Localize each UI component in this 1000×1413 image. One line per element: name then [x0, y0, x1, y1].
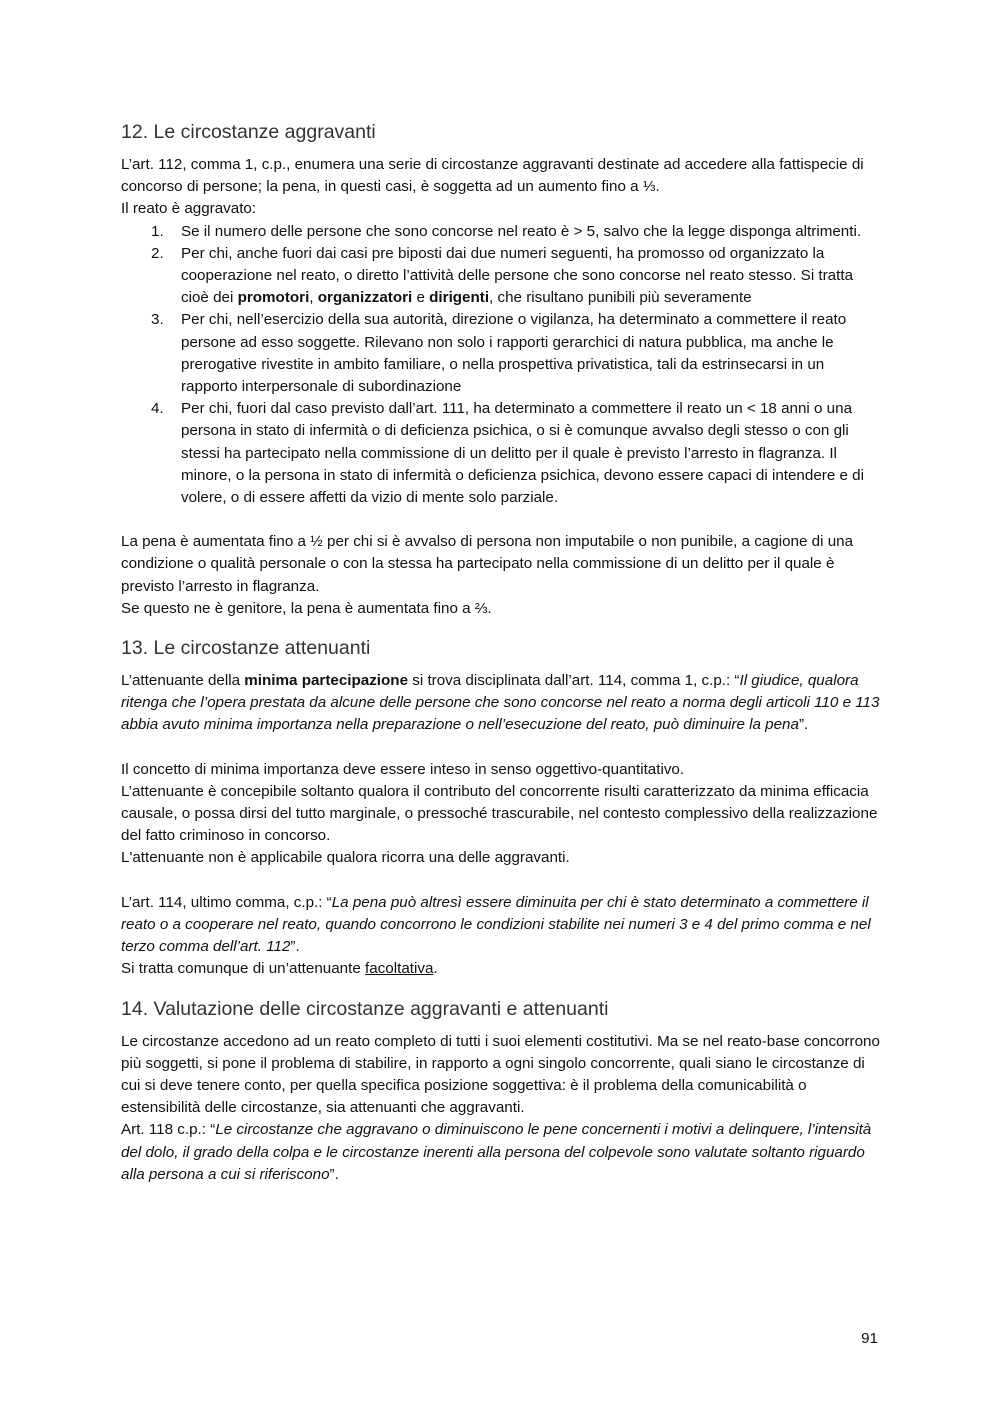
text-run: Art. 118 c.p.: “ — [121, 1121, 216, 1139]
list-item-number: 4. — [151, 400, 164, 418]
list-item-number: 1. — [151, 222, 164, 240]
text-run: ”. — [329, 1165, 339, 1183]
bold-term-organizzatori: organizzatori — [317, 289, 413, 307]
aggravating-list — [121, 221, 881, 510]
section-13-paragraph-6 — [121, 958, 881, 980]
document-page — [121, 118, 881, 1186]
section-12-paragraph-4: Se questo ne è genitore, la pena è aumentata fino a ⅔. — [121, 599, 492, 617]
section-12-paragraph-1: L’art. 112, comma 1, c.p., enumera una serie di circostanze aggravanti destinate ad accedere alla fattispecie di concorso di persone; la pena, in questi casi, è soggetta ad un aumento fino a ⅓. — [121, 156, 864, 196]
list-item — [121, 309, 881, 398]
bold-term-minima-partecipazione: minima partecipazione — [244, 672, 409, 690]
section-13-paragraph-4: L'attenuante non è applicabile qualora ricorra una delle aggravanti. — [121, 849, 570, 867]
quote-art-114-ultimo-comma: La pena può altresì essere diminuita per chi è stato determinato a commettere il reato o a cooperare nel reato, quando concorrono le condizioni stabilite nei numeri 3 e 4 del primo comma e nel terzo comma dell’art. 112 — [121, 893, 871, 956]
text-run: Si tratta comunque di un’attenuante — [121, 960, 366, 978]
page-number: 91 — [861, 1330, 878, 1347]
list-item — [121, 243, 881, 310]
text-run: . — [433, 960, 438, 978]
section-13-heading: 13. Le circostanze attenuanti — [121, 637, 371, 660]
list-item-text: Per chi, nell’esercizio della sua autorità, direzione o vigilanza, ha determinato a commettere il reato persone ad esso soggette. Rilevano non solo i rapporti gerarchici di natura pubblica, ma anche le prerogative rivestite in ambito familiare, o nella prospettiva privatistica, tali da estrinsecarsi in un rapporto interpersonale di subordinazione — [181, 311, 847, 396]
section-12-paragraph-2: Il reato è aggravato: — [121, 200, 257, 218]
section-13-paragraph-1 — [121, 670, 881, 737]
list-item-text: Se il numero delle persone che sono concorse nel reato è > 5, salvo che la legge disponga altrimenti. — [181, 222, 862, 240]
list-item-number: 3. — [151, 311, 164, 329]
section-14-paragraph-2 — [121, 1119, 881, 1186]
section-13-paragraph-3: L’attenuante è concepibile soltanto qualora il contributo del concorrente risulti caratterizzato da minima efficacia causale, o possa dirsi del tutto marginale, o pressoché trascurabile, nel contesto complessivo della realizzazione del fatto criminoso in concorso. — [121, 782, 878, 845]
section-13-paragraph-2: Il concetto di minima importanza deve essere inteso in senso oggettivo-quantitativo. — [121, 760, 685, 778]
list-item-number: 2. — [151, 244, 164, 262]
underlined-term-facoltativa: facoltativa — [365, 960, 434, 978]
list-item-text: Per chi, anche fuori dai casi pre biposti dai due numeri seguenti, ha promosso od organizzato la cooperazione nel reato, o diretto l’attività delle persone che sono concorse nel reato stesso. Si tratta cioè dei — [181, 244, 854, 307]
section-13-paragraph-5 — [121, 892, 881, 959]
bold-term-promotori: promotori — [237, 289, 310, 307]
quote-art-114-comma-1: Il giudice, qualora ritenga che l’opera prestata da alcune delle persone che sono concorse nel reato a norma degli articoli 110 e 113 abbia avuto minima importanza nella preparazione o nell’esecuzione del reato, può diminuire la pena — [121, 672, 880, 734]
list-item-text: , che risultano punibili più severamente — [489, 289, 752, 307]
quote-art-118: Le circostanze che aggravano o diminuiscono le pene concernenti i motivi a delinquere, l’intensità del dolo, il grado della colpa e le circostanze inerenti alla persona del colpevole sono valutate soltanto riguardo alla persona a cui si riferiscono — [121, 1121, 872, 1183]
list-item-text: e — [412, 289, 430, 307]
text-run: ”. — [798, 716, 809, 734]
list-item-text: , — [309, 289, 318, 307]
list-item-text: Per chi, fuori dal caso previsto dall’art. 111, ha determinato a commettere il reato un < 18 anni o una persona in stato di infermità o di deficienza psichica, o si è comunque avvalso degli stesso o con gli stessi ha partecipato nella commissione di un delitto per il quale è previsto l’arresto in flagranza. Il minore, o la persona in stato di infermità o deficienza psichica, devono essere capaci di intendere e di volere, o di essere affetti da vizio di mente solo parziale. — [181, 400, 864, 507]
text-run: L’art. 114, ultimo comma, c.p.: “ — [121, 893, 332, 911]
list-item — [121, 221, 881, 243]
list-item — [121, 398, 881, 509]
section-12-paragraph-3: La pena è aumentata fino a ½ per chi si è avvalso di persona non imputabile o non punibile, a cagione di una condizione o qualità personale o con la stessa ha partecipato nella commissione di un delitto per il quale è previsto l’arresto in flagranza. — [121, 533, 854, 595]
text-run: ”. — [290, 938, 300, 956]
bold-term-dirigenti: dirigenti — [429, 289, 490, 307]
text-run: si trova disciplinata dall’art. 114, comma 1, c.p.: “ — [408, 672, 740, 690]
text-run: L’attenuante della — [121, 672, 245, 690]
section-14-paragraph-1: Le circostanze accedono ad un reato completo di tutti i suoi elementi costitutivi. Ma se nel reato-base concorrono più soggetti, si pone il problema di stabilire, in rapporto a ogni singolo concorrente, quali siano le circostanze di cui si deve tenere conto, per quella specifica posizione soggettiva: è il problema della comunicabilità o estensibilità delle circostanze, sia attenuanti che aggravanti. — [121, 1032, 880, 1117]
section-14-heading: 14. Valutazione delle circostanze aggravanti e attenuanti — [121, 997, 609, 1020]
section-12-heading: 12. Le circostanze aggravanti — [121, 121, 376, 143]
